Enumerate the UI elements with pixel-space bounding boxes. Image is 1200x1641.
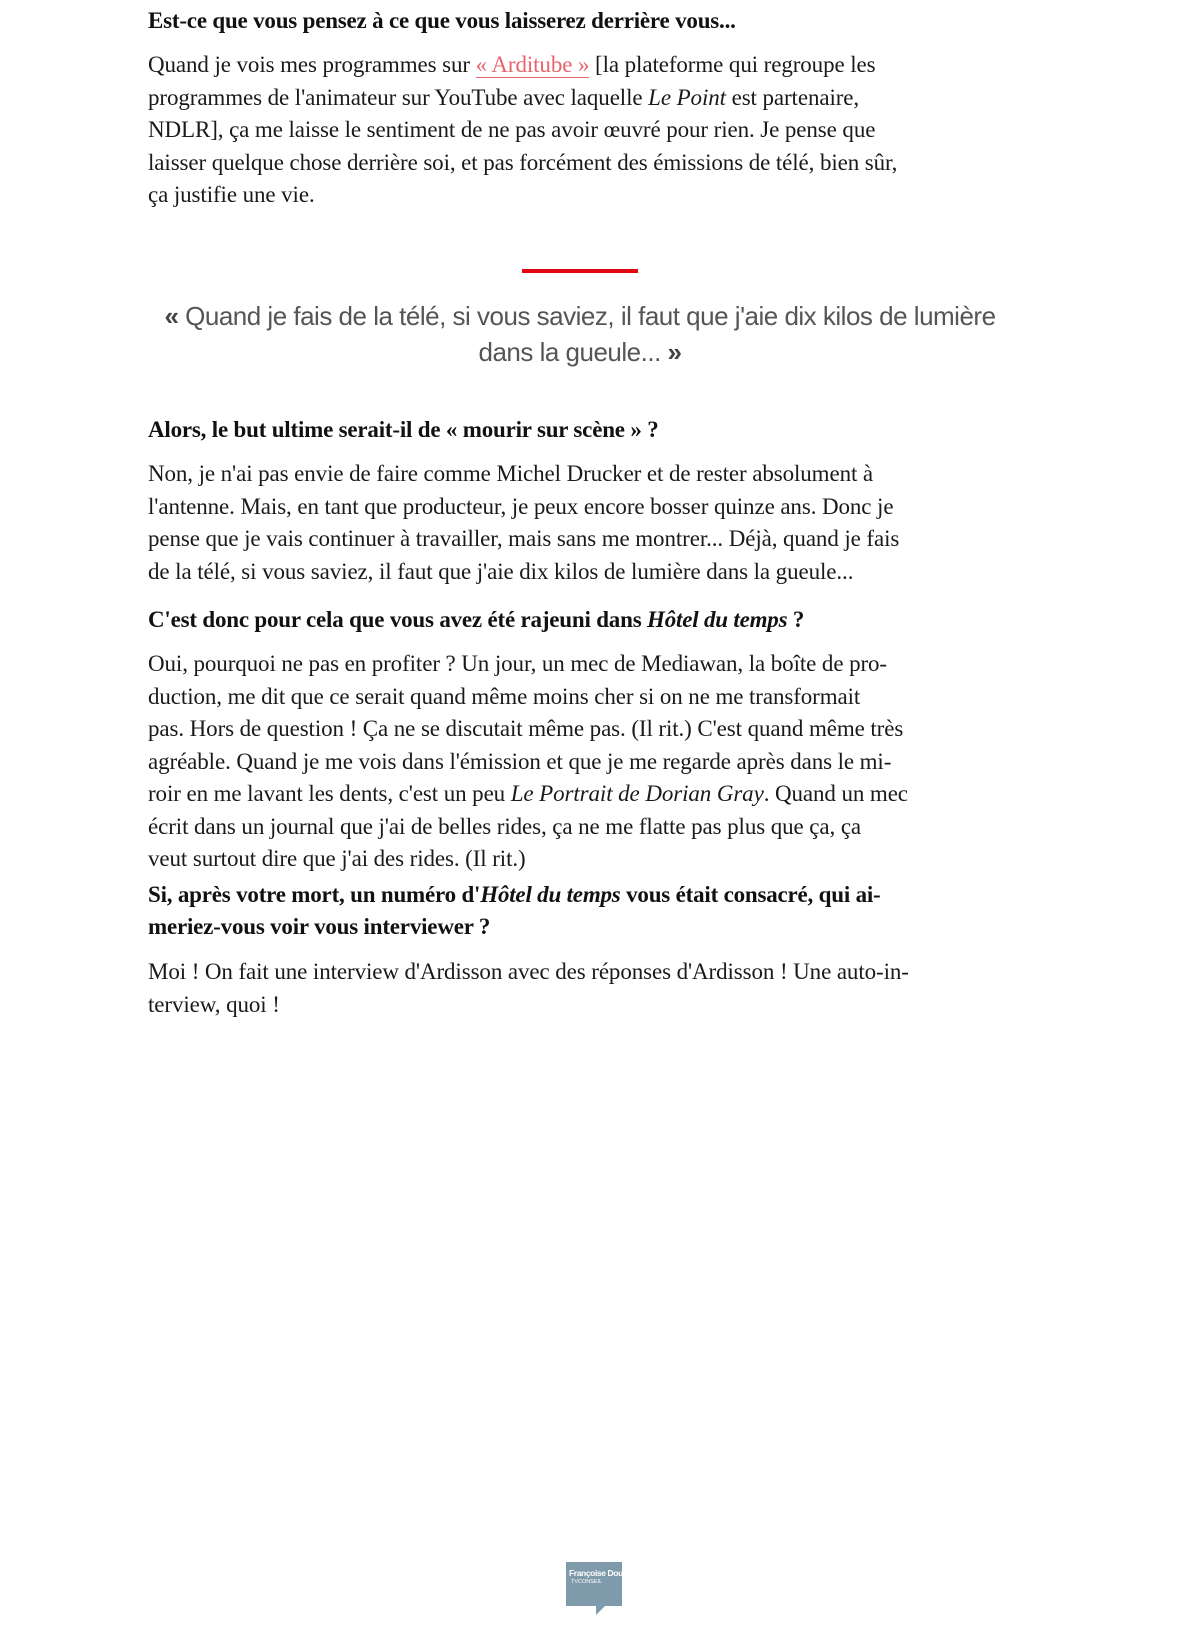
answer-3-line-1: Oui, pourquoi ne pas en profiter ? Un jour, un mec de Mediawan, la boîte de pro-	[148, 651, 887, 676]
text: programmes de l'animateur sur YouTube avec laquelle	[148, 84, 649, 110]
answer-3-line-2: duction, me dit que ce serait quand même moins cher si on ne me transformait	[148, 683, 861, 709]
open-quote-mark: «	[164, 301, 179, 331]
question-3	[148, 604, 804, 636]
text: vous était consacré, qui ai-	[620, 882, 881, 907]
question-4-line-1	[148, 879, 881, 911]
text: [la plateforme qui regroupe les	[589, 52, 876, 77]
logo-name: Françoise Doux	[569, 1568, 628, 1578]
text: roir en me lavant les dents, c'est un peu	[148, 781, 511, 806]
pullquote-line-1	[140, 298, 1020, 334]
text: Si, après votre mort, un numéro d'	[148, 882, 481, 907]
text: Quand je fais de la télé, si vous saviez, il faut que j'aie dix kilos de lumière	[178, 301, 996, 331]
answer-3-line-6: écrit dans un journal que j'ai de belles rides, ça ne me flatte pas plus que ça, ça	[148, 813, 862, 839]
arditube-link[interactable]: « Arditube »	[475, 52, 590, 77]
question-4	[148, 879, 881, 943]
text: Quand je vois mes programmes sur	[148, 52, 476, 77]
answer-4-line-1: Moi ! On fait une interview d'Ardisson avec des réponses d'Ardisson ! Une auto-in-	[148, 959, 909, 984]
answer-1-line-2	[148, 82, 897, 115]
answer-2-line-1: Non, je n'ai pas envie de faire comme Michel Drucker et de rester absolument à	[148, 461, 874, 486]
publication-name: Le Point	[648, 84, 726, 110]
answer-4	[148, 956, 909, 1021]
text: . Quand un mec	[763, 781, 908, 806]
answer-1-line-5: ça justifie une vie.	[148, 182, 315, 207]
answer-3-line-3: pas. Hors de question ! Ça ne se discutait même pas. (Il rit.) C'est quand même très	[148, 716, 904, 741]
text: ?	[787, 607, 805, 632]
show-title: Hôtel du temps	[480, 882, 621, 907]
answer-3	[148, 648, 908, 876]
pullquote	[140, 298, 1020, 370]
text: dans la gueule...	[478, 337, 668, 367]
question-1: Est-ce que vous pensez à ce que vous laisserez derrière vous...	[148, 8, 736, 33]
show-title: Hôtel du temps	[647, 607, 788, 632]
answer-3-line-4: agréable. Quand je me vois dans l'émission et que je me regarde après dans le mi-	[148, 748, 892, 774]
answer-1-line-3: NDLR], ça me laisse le sentiment de ne pas avoir œuvré pour rien. Je pense que	[148, 117, 876, 142]
question-2: Alors, le but ultime serait-il de « mourir sur scène » ?	[148, 417, 659, 442]
answer-2-line-4: de la télé, si vous saviez, il faut que j'aie dix kilos de lumière dans la gueule...	[148, 558, 854, 584]
answer-2	[148, 458, 899, 588]
text: est partenaire,	[725, 84, 860, 110]
answer-2-line-2: l'antenne. Mais, en tant que producteur, je peux encore bosser quinze ans. Donc je	[148, 493, 894, 519]
close-quote-mark: »	[667, 337, 682, 367]
pullquote-line-2	[140, 334, 1020, 370]
answer-3-line-7: veut surtout dire que j'ai des rides. (Il rit.)	[148, 846, 526, 871]
pullquote-divider	[522, 269, 638, 273]
answer-4-line-2: terview, quoi !	[148, 991, 280, 1017]
question-4-line-2: meriez-vous voir vous interviewer ?	[148, 914, 491, 939]
answer-3-line-5	[148, 778, 908, 811]
speech-bubble-tail-icon	[596, 1605, 606, 1615]
answer-1-line-1	[148, 49, 897, 82]
answer-1-line-4: laisser quelque chose derrière soi, et pas forcément des émissions de télé, bien sûr,	[148, 149, 898, 175]
logo-subtitle: TVCONSEIL	[571, 1579, 603, 1585]
answer-2-line-3: pense que je vais continuer à travailler, mais sans me montrer... Déjà, quand je fais	[148, 526, 900, 551]
francoise-doux-logo	[566, 1562, 628, 1606]
answer-1	[148, 49, 897, 212]
text: C'est donc pour cela que vous avez été rajeuni dans	[148, 607, 648, 632]
book-title: Le Portrait de Dorian Gray	[510, 781, 764, 806]
